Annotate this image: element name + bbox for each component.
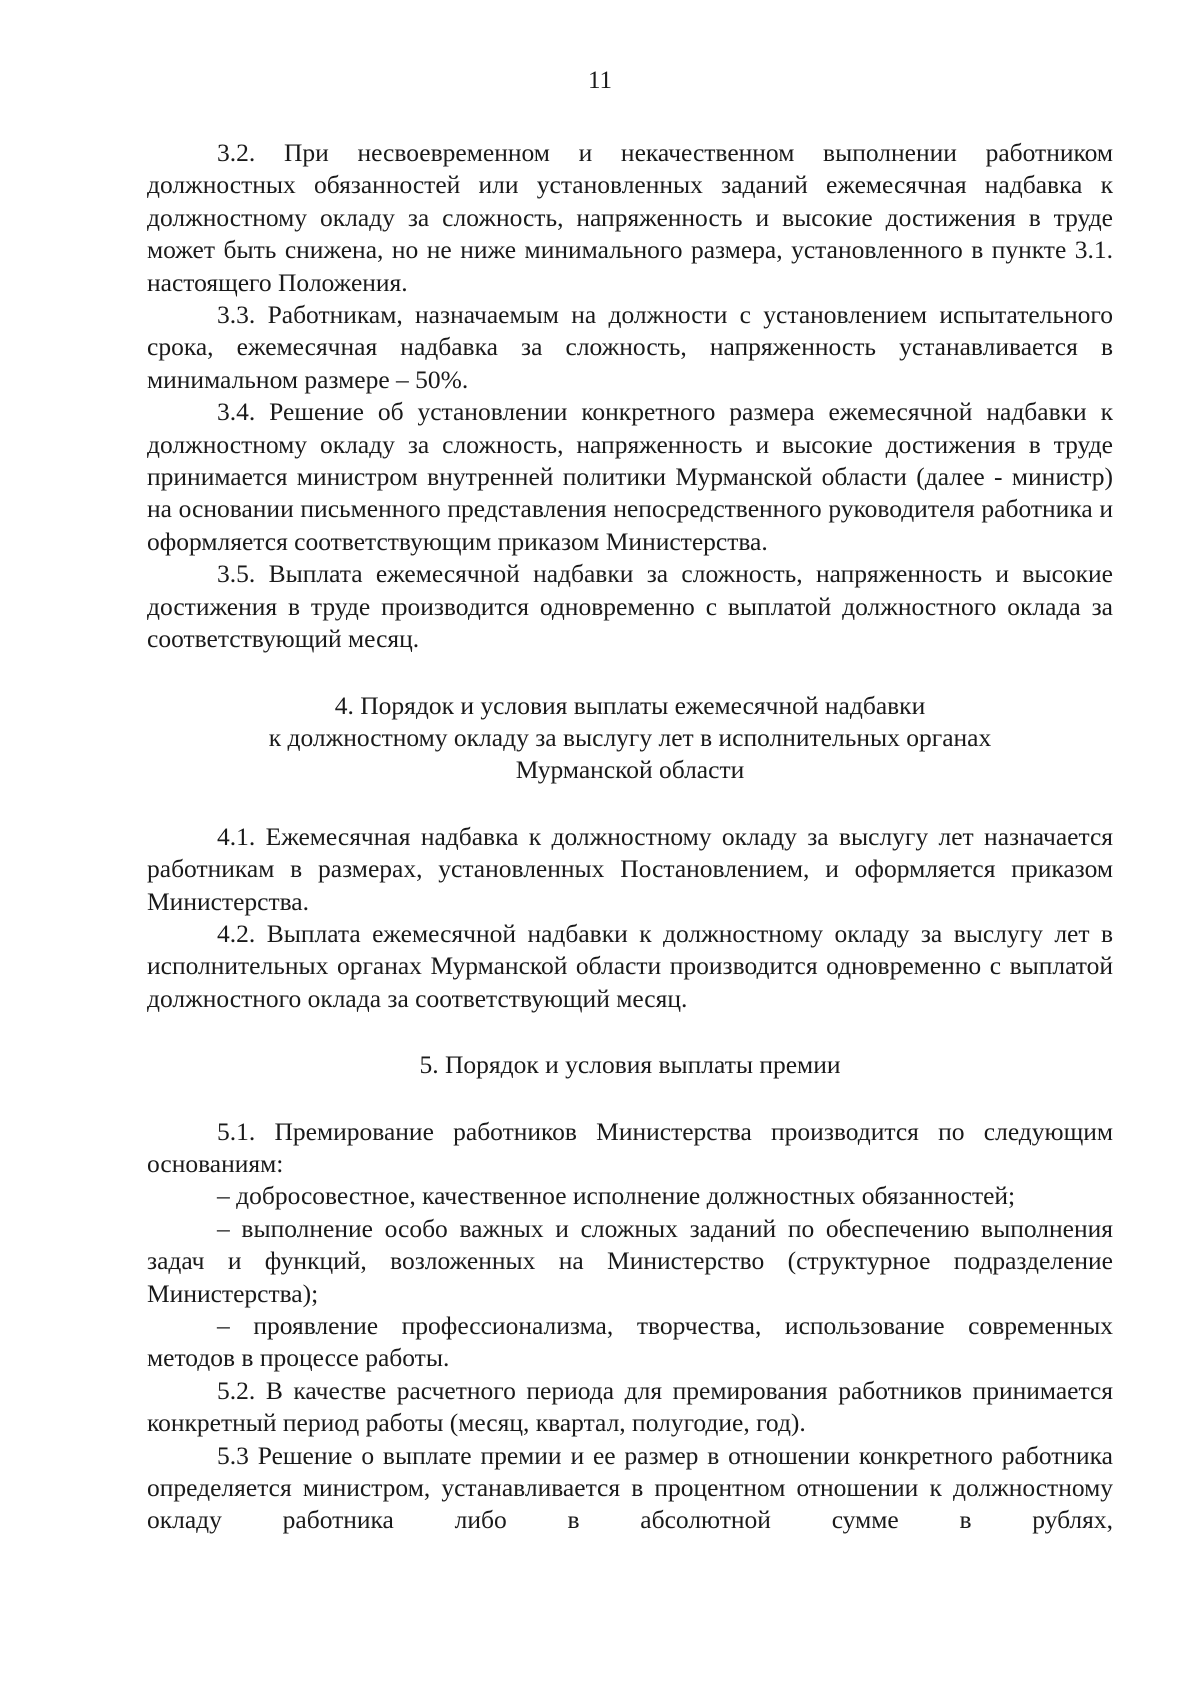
spacer: [147, 656, 1113, 690]
paragraph-5-1: 5.1. Премирование работников Министерства производится по следующим основаниям:: [147, 1116, 1113, 1178]
section-4-heading-line-3: Мурманской области: [515, 755, 745, 785]
paragraph-3-5: 3.5. Выплата ежемесячной надбавки за сложность, напряженность и высокие достижения в труде производится одновременно с выплатой должностного оклада за соответствующий месяц.: [147, 559, 1113, 654]
paragraph-3-4: 3.4. Решение об установлении конкретного размера ежемесячной надбавки к должностному окладу за сложность, напряженность и высокие достижения в труде принимается министром внутренней политики Мурманской области (далее - министр) на основании письменного представления непосредственного руководителя работника и оформляется соответствующим приказом Министерства.: [147, 397, 1113, 556]
section-4-heading: [147, 690, 1113, 787]
paragraph-5-2: 5.2. В качестве расчетного периода для премирования работников принимается конкретный период работы (месяц, квартал, полугодие, год).: [147, 1375, 1113, 1438]
list-item-3: – проявление профессионализма, творчества, использование современных методов в процессе работы.: [147, 1311, 1113, 1373]
spacer: [147, 1015, 1113, 1049]
spacer: [147, 787, 1113, 821]
paragraph-3-3: 3.3. Работникам, назначаемым на должности с установлением испытательного срока, ежемесячная надбавка за сложность, напряженность устанавливается в минимальном размере – 50%.: [147, 300, 1113, 394]
page-number: 11: [587, 67, 613, 94]
list-item-1: – добросовестное, качественное исполнение должностных обязанностей;: [217, 1181, 1016, 1211]
section-4-heading-line-1: 4. Порядок и условия выплаты ежемесячной надбавки: [334, 690, 926, 720]
paragraph-3-2: 3.2. При несвоевременном и некачественном выполнении работником должностных обязанностей или установленных заданий ежемесячная надбавка к должностному окладу за сложность, напряженность и высокие достижения в труде может быть снижена, но не ниже минимального размера, установленного в пункте 3.1. настоящего Положения.: [147, 138, 1113, 297]
paragraph-4-1: 4.1. Ежемесячная надбавка к должностному окладу за выслугу лет назначается работникам в размерах, установленных Постановлением, и оформляется приказом Министерства.: [147, 821, 1113, 916]
list-item-2: – выполнение особо важных и сложных заданий по обеспечению выполнения задач и функций, возложенных на Министерство (структурное подразделение Министерства);: [147, 1213, 1113, 1308]
paragraph-4-2: 4.2. Выплата ежемесячной надбавки к должностному окладу за выслугу лет в исполнительных органах Мурманской области производится одновременно с выплатой должностного оклада за соответствующий месяц.: [147, 918, 1113, 1013]
section-4-heading-line-2: к должностному окладу за выслугу лет в исполнительных органах: [268, 722, 992, 752]
section-5-heading: 5. Порядок и условия выплаты премии: [419, 1050, 841, 1080]
document-body: [147, 137, 1113, 1537]
spacer: [147, 1082, 1113, 1116]
paragraph-5-3: 5.3 Решение о выплате премии и ее размер в отношении конкретного работника определяется министром, устанавливается в процентном отношении к должностному окладу работника либо в абсолютной сумме в рублях,: [147, 1440, 1113, 1535]
